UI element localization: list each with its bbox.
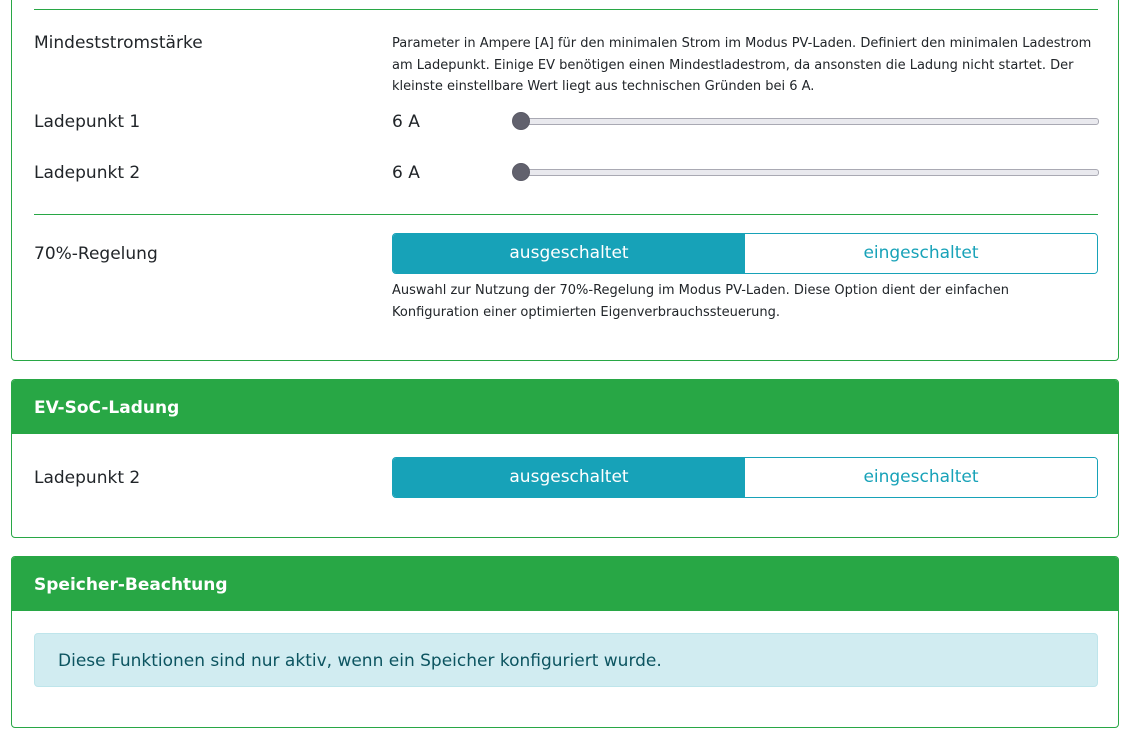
ev-soc-off-button[interactable]: ausgeschaltet — [393, 458, 745, 497]
ev-soc-toggle[interactable] — [392, 457, 1098, 498]
ev-soc-header: EV-SoC-Ladung — [12, 380, 1118, 434]
ev-soc-card — [11, 379, 1119, 538]
pv-settings-card — [11, 0, 1119, 361]
chargepoint-1-value: 6 A — [392, 112, 420, 132]
divider — [34, 9, 1098, 10]
slider-track[interactable] — [520, 169, 1099, 176]
speicher-card — [11, 556, 1119, 728]
ev-soc-chargepoint-label: Ladepunkt 2 — [34, 468, 141, 488]
min-current-description: Parameter in Ampere [A] für den minimalen Strom im Modus PV-Laden. Definiert den minimalen Ladestrom am Ladepunkt. Einige EV benötigen einen Mindestladestrom, da ansonsten die Ladung nicht startet. Der kleinste einstellbare Wert liegt aus technischen Gründen bei 6 A. — [392, 36, 1092, 94]
ev-soc-on-button[interactable]: eingeschaltet — [745, 458, 1097, 497]
speicher-header: Speicher-Beachtung — [12, 557, 1118, 611]
regulation70-label: 70%-Regelung — [34, 244, 158, 264]
slider-thumb[interactable] — [512, 163, 530, 181]
regulation70-off-button[interactable]: ausgeschaltet — [393, 234, 745, 273]
chargepoint-2-slider[interactable] — [512, 165, 1099, 179]
chargepoint-1-label: Ladepunkt 1 — [34, 112, 141, 132]
chargepoint-2-label: Ladepunkt 2 — [34, 163, 141, 183]
divider — [34, 214, 1098, 215]
slider-track[interactable] — [520, 118, 1099, 125]
chargepoint-2-value: 6 A — [392, 163, 420, 183]
min-current-label: Mindeststromstärke — [34, 33, 203, 53]
slider-thumb[interactable] — [512, 112, 530, 130]
speicher-info-alert: Diese Funktionen sind nur aktiv, wenn ein Speicher konfiguriert wurde. — [34, 633, 1098, 687]
chargepoint-1-slider[interactable] — [512, 114, 1099, 128]
regulation70-toggle[interactable] — [392, 233, 1098, 274]
regulation70-on-button[interactable]: eingeschaltet — [745, 234, 1097, 273]
regulation70-description: Auswahl zur Nutzung der 70%-Regelung im Modus PV-Laden. Diese Option dient der einfachen Konfiguration einer optimierten Eigenverbrauchssteuerung. — [392, 283, 1009, 320]
